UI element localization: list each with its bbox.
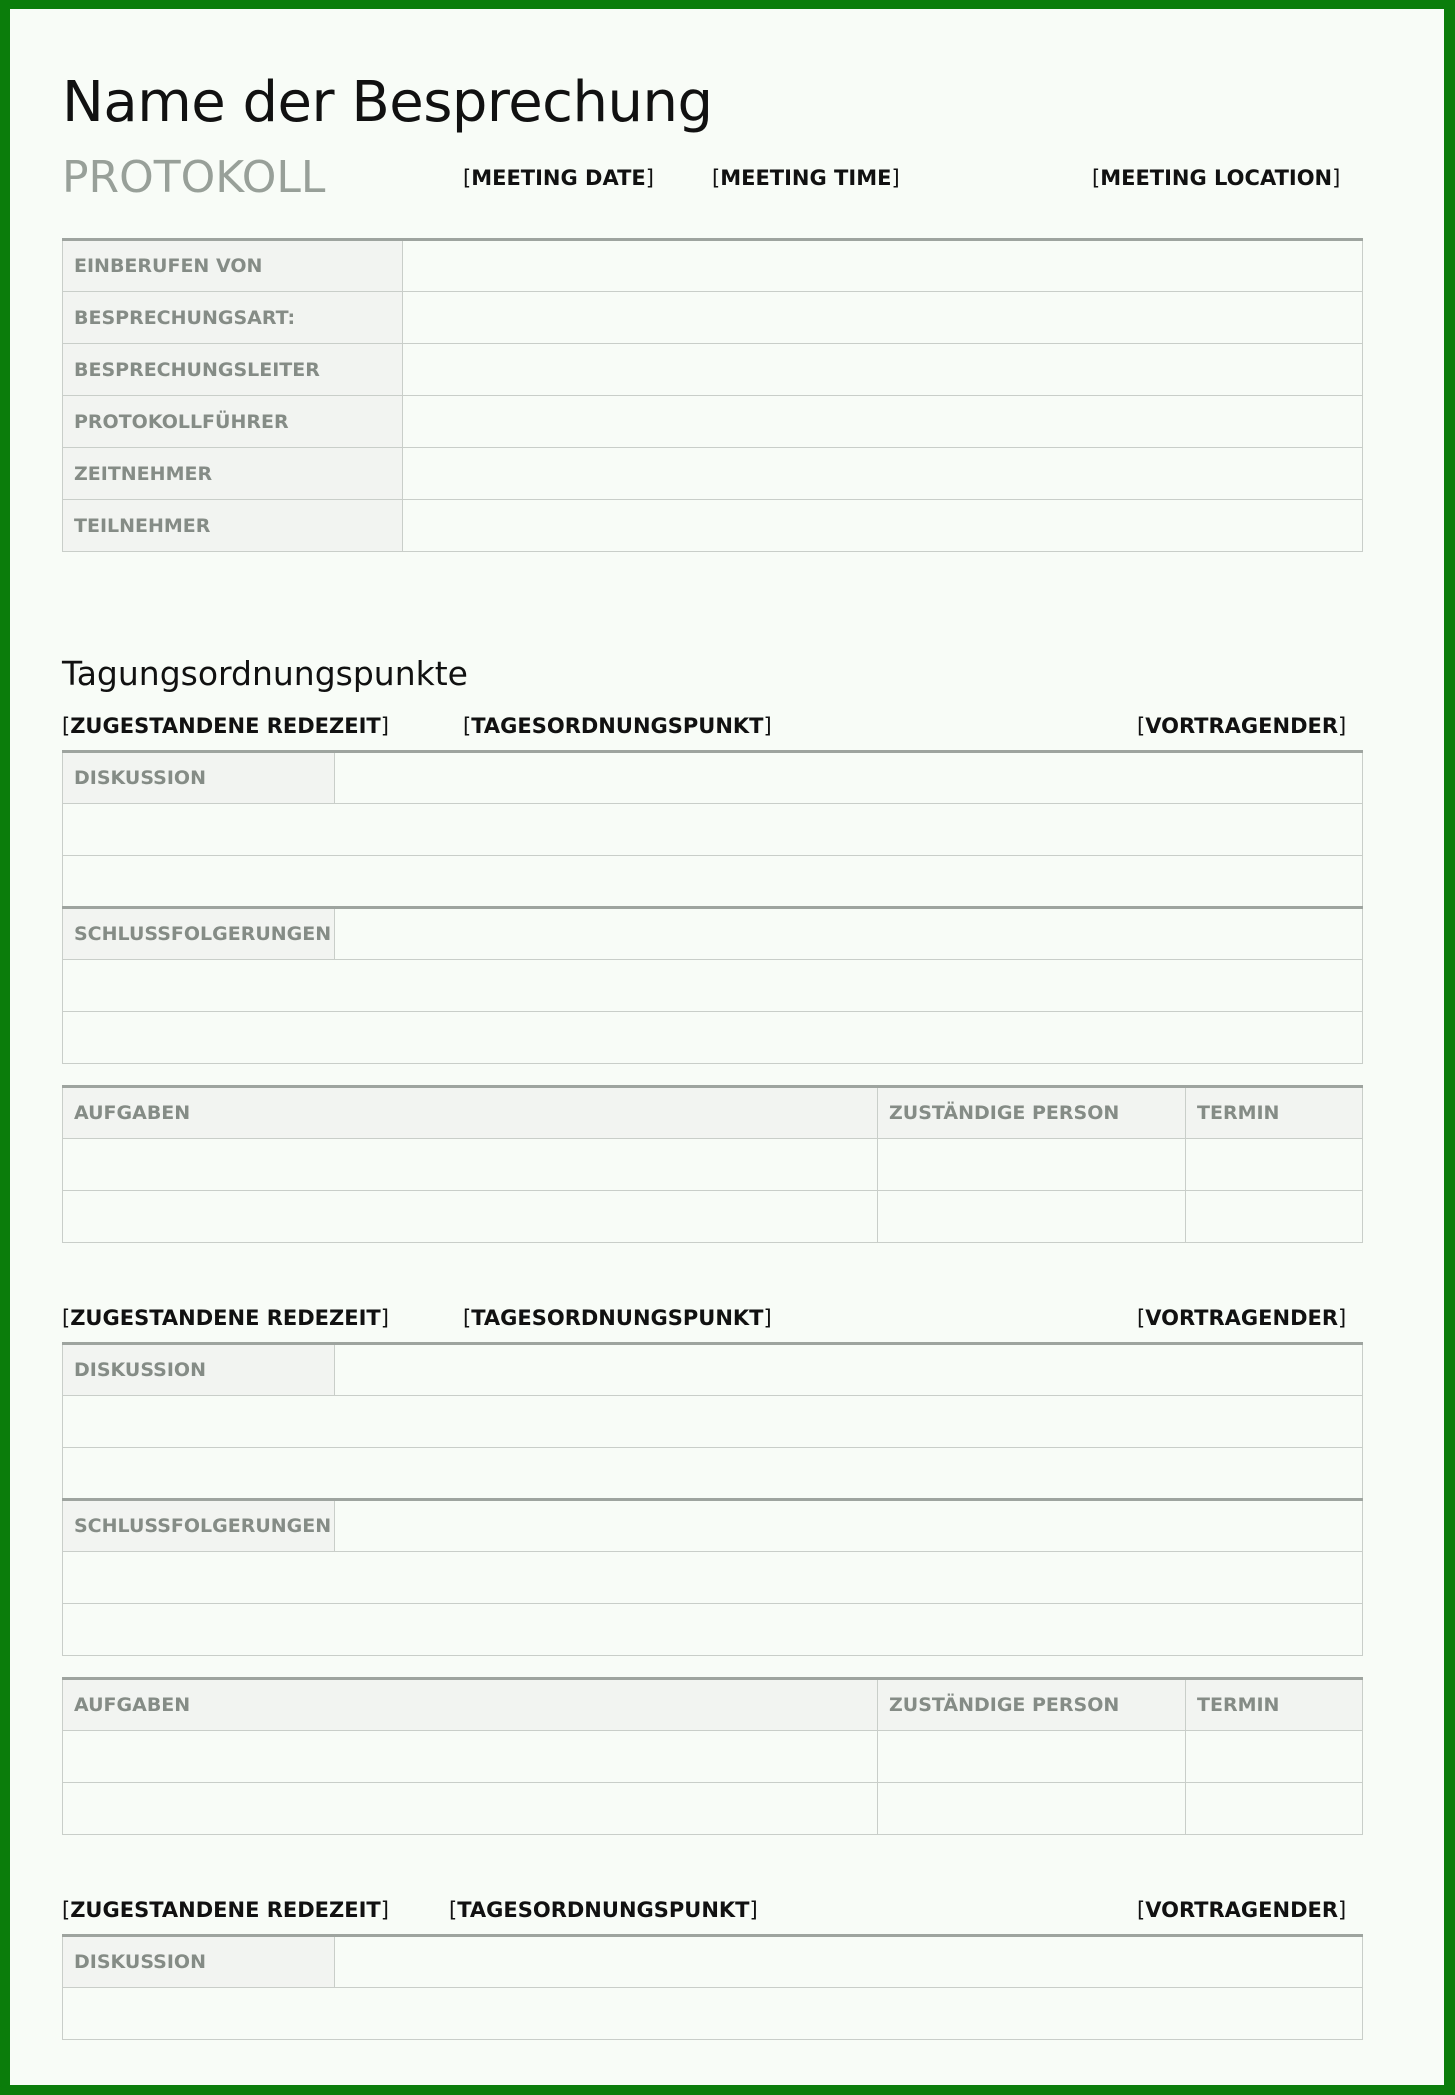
presenter-placeholder[interactable]: [VORTRAGENDER] [1137, 1306, 1347, 1330]
tasks-table [62, 1677, 1363, 1835]
table-row [63, 1552, 1363, 1604]
info-label-convened-by: EINBERUFEN VON [63, 240, 403, 292]
table-row [63, 1500, 1363, 1552]
table-row [63, 396, 1363, 448]
table-row [63, 804, 1363, 856]
table-row [63, 960, 1363, 1012]
discussion-table [62, 1934, 1363, 2040]
table-row [63, 1936, 1363, 1988]
table-row [63, 1344, 1363, 1396]
deadline-cell[interactable] [1186, 1191, 1363, 1243]
info-value-chair[interactable] [403, 344, 1363, 396]
conclusions-label: SCHLUSSFOLGERUNGEN [63, 1500, 335, 1552]
discussion-cell[interactable] [63, 804, 1363, 856]
table-row [63, 1783, 1363, 1835]
deadline-cell[interactable] [1186, 1731, 1363, 1783]
meeting-location-text: MEETING LOCATION [1100, 166, 1333, 190]
allotted-time-placeholder[interactable]: [ZUGESTANDENE REDEZEIT] [62, 714, 389, 738]
discussion-cell[interactable] [63, 856, 1363, 908]
agenda-topic-text: TAGESORDNUNGSPUNKT [457, 1898, 750, 1922]
table-row [63, 240, 1363, 292]
discussion-cell[interactable] [63, 1988, 1363, 2040]
meeting-date-placeholder[interactable]: [MEETING DATE] [463, 166, 654, 190]
conclusions-cell[interactable] [335, 908, 1363, 960]
protocol-page [10, 9, 1444, 2085]
discussion-table [62, 750, 1363, 1064]
table-row [63, 1604, 1363, 1656]
info-value-timekeeper[interactable] [403, 448, 1363, 500]
presenter-placeholder[interactable]: [VORTRAGENDER] [1137, 1898, 1347, 1922]
info-label-timekeeper: ZEITNEHMER [63, 448, 403, 500]
task-cell[interactable] [63, 1191, 878, 1243]
table-row [63, 856, 1363, 908]
discussion-label: DISKUSSION [63, 1936, 335, 1988]
table-row [63, 500, 1363, 552]
meeting-time-text: MEETING TIME [720, 166, 892, 190]
person-cell[interactable] [878, 1191, 1186, 1243]
discussion-cell[interactable] [335, 1936, 1363, 1988]
allotted-time-placeholder[interactable]: [ZUGESTANDENE REDEZEIT] [62, 1898, 389, 1922]
discussion-table [62, 1342, 1363, 1656]
table-row [63, 1191, 1363, 1243]
table-row [63, 752, 1363, 804]
discussion-cell[interactable] [63, 1396, 1363, 1448]
tasks-table [62, 1085, 1363, 1243]
allotted-time-text: ZUGESTANDENE REDEZEIT [70, 1306, 381, 1330]
tasks-header: AUFGABEN [63, 1087, 878, 1139]
meeting-location-placeholder[interactable]: [MEETING LOCATION] [1092, 166, 1341, 190]
table-row [63, 1448, 1363, 1500]
document-subtitle: PROTOKOLL [62, 152, 326, 203]
table-row [63, 344, 1363, 396]
meeting-info-table [62, 238, 1363, 552]
presenter-text: VORTRAGENDER [1145, 714, 1339, 738]
meeting-date-text: MEETING DATE [471, 166, 646, 190]
table-row [63, 1396, 1363, 1448]
conclusions-cell[interactable] [63, 1012, 1363, 1064]
allotted-time-text: ZUGESTANDENE REDEZEIT [70, 1898, 381, 1922]
info-label-attendees: TEILNEHMER [63, 500, 403, 552]
allotted-time-text: ZUGESTANDENE REDEZEIT [70, 714, 381, 738]
info-label-meeting-type: BESPRECHUNGSART: [63, 292, 403, 344]
presenter-text: VORTRAGENDER [1145, 1898, 1339, 1922]
tasks-header: AUFGABEN [63, 1679, 878, 1731]
agenda-item-header [62, 1897, 1363, 1923]
conclusions-label: SCHLUSSFOLGERUNGEN [63, 908, 335, 960]
agenda-section-title: Tagungsordnungspunkte [62, 654, 468, 693]
agenda-topic-placeholder[interactable]: [TAGESORDNUNGSPUNKT] [463, 714, 772, 738]
person-cell[interactable] [878, 1731, 1186, 1783]
task-cell[interactable] [63, 1139, 878, 1191]
agenda-topic-text: TAGESORDNUNGSPUNKT [471, 714, 764, 738]
agenda-item-header [62, 1305, 1363, 1331]
info-value-meeting-type[interactable] [403, 292, 1363, 344]
info-value-convened-by[interactable] [403, 240, 1363, 292]
agenda-topic-placeholder[interactable]: [TAGESORDNUNGSPUNKT] [463, 1306, 772, 1330]
discussion-cell[interactable] [335, 1344, 1363, 1396]
table-row [63, 448, 1363, 500]
conclusions-cell[interactable] [335, 1500, 1363, 1552]
table-row [63, 1012, 1363, 1064]
presenter-text: VORTRAGENDER [1145, 1306, 1339, 1330]
info-value-minute-taker[interactable] [403, 396, 1363, 448]
table-row [63, 1679, 1363, 1731]
agenda-topic-text: TAGESORDNUNGSPUNKT [471, 1306, 764, 1330]
person-cell[interactable] [878, 1783, 1186, 1835]
discussion-cell[interactable] [63, 1448, 1363, 1500]
discussion-label: DISKUSSION [63, 1344, 335, 1396]
conclusions-cell[interactable] [63, 1552, 1363, 1604]
task-cell[interactable] [63, 1783, 878, 1835]
responsible-person-header: ZUSTÄNDIGE PERSON [878, 1087, 1186, 1139]
table-row [63, 908, 1363, 960]
info-label-chair: BESPRECHUNGSLEITER [63, 344, 403, 396]
info-value-attendees[interactable] [403, 500, 1363, 552]
conclusions-cell[interactable] [63, 960, 1363, 1012]
responsible-person-header: ZUSTÄNDIGE PERSON [878, 1679, 1186, 1731]
task-cell[interactable] [63, 1731, 878, 1783]
table-row [63, 1087, 1363, 1139]
table-row [63, 292, 1363, 344]
discussion-label: DISKUSSION [63, 752, 335, 804]
table-row [63, 1731, 1363, 1783]
presenter-placeholder[interactable]: [VORTRAGENDER] [1137, 714, 1347, 738]
agenda-topic-placeholder[interactable]: [TAGESORDNUNGSPUNKT] [449, 1898, 758, 1922]
deadline-header: TERMIN [1186, 1087, 1363, 1139]
meeting-time-placeholder[interactable]: [MEETING TIME] [712, 166, 900, 190]
deadline-header: TERMIN [1186, 1679, 1363, 1731]
allotted-time-placeholder[interactable]: [ZUGESTANDENE REDEZEIT] [62, 1306, 389, 1330]
deadline-cell[interactable] [1186, 1783, 1363, 1835]
deadline-cell[interactable] [1186, 1139, 1363, 1191]
agenda-item-header [62, 713, 1363, 739]
person-cell[interactable] [878, 1139, 1186, 1191]
table-row [63, 1139, 1363, 1191]
conclusions-cell[interactable] [63, 1604, 1363, 1656]
document-title: Name der Besprechung [62, 70, 713, 135]
table-row [63, 1988, 1363, 2040]
info-label-minute-taker: PROTOKOLLFÜHRER [63, 396, 403, 448]
discussion-cell[interactable] [335, 752, 1363, 804]
